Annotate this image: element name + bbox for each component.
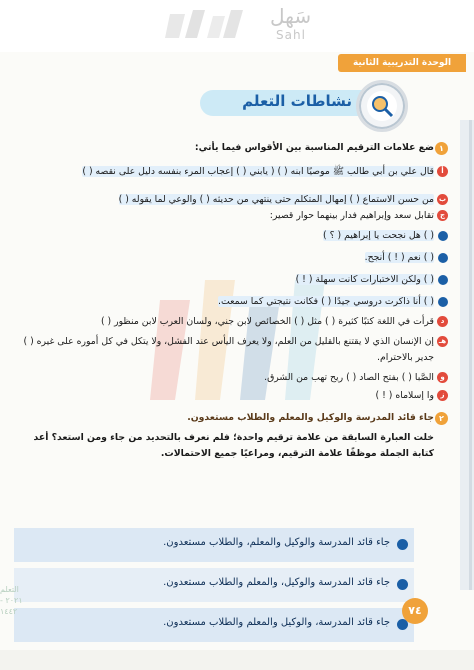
item-text: وا إسلاماه ( ! )	[375, 390, 434, 401]
q2-instruction	[14, 430, 448, 462]
dialogue-bullet-icon	[438, 297, 448, 307]
item-text: من حسن الاستماع ( ) إمهال المتكلم حتى ينتهي من حديثه ( ) والوعي لما يقوله ( )	[118, 194, 434, 205]
item-marker: ز	[437, 390, 448, 401]
answer-row	[14, 568, 414, 602]
q1-item-f	[14, 370, 448, 386]
q1-item-e	[14, 334, 448, 366]
dialogue-bullet-icon	[438, 275, 448, 285]
side-tag: التعلم ٢٠٢١ - ١٤٤٢	[0, 585, 23, 616]
item-text: إن الإنسان الذي لا يقتنع بالقليل من العلم، ولا يعرف اليأس عند الفشل، ولا يتكل في كل أموره على غيره ( ) جدير بالاحترام.	[23, 336, 434, 363]
page-number: ٧٤	[402, 598, 428, 624]
unit-tab: الوحدة التدريبية الثانية	[338, 54, 466, 72]
footer	[0, 650, 474, 670]
answer-bullet-icon	[397, 579, 408, 590]
q1-item-d	[14, 314, 448, 330]
badge-inner	[367, 91, 397, 121]
item-marker: و	[437, 372, 448, 383]
dialogue-bullet-icon	[438, 231, 448, 241]
item-marker: ب	[438, 195, 447, 203]
q1-item-a	[14, 164, 448, 180]
dialogue-text: ( ) ولكن الاختبارات كانت سهلة ( ! )	[295, 274, 434, 285]
answer-text: جاء قائد المدرسة، والوكيل والمعلم والطلاب مستعدون.	[163, 617, 390, 628]
dialogue-line	[14, 228, 448, 244]
answer-row	[14, 528, 414, 562]
content	[14, 130, 448, 462]
answer-area	[14, 528, 414, 646]
logo-english: Sahl	[276, 28, 306, 42]
item-marker: أ	[437, 166, 448, 177]
answer-text: جاء قائد المدرسة والوكيل، والمعلم والطلاب مستعدون.	[163, 577, 390, 588]
q2-sentence: جاء قائد المدرسة والوكيل والمعلم والطلاب مستعدون.	[187, 412, 434, 423]
magnifier-icon	[367, 91, 397, 121]
logo-arabic: سَهل	[270, 4, 312, 28]
q2-instruction-text: خلت العبارة السابقة من علامة ترقيم واحدة؛ فلم نعرف بالتحديد من جاء ومن استعد؟ أعد كتابة الجملة موظفًا علامة الترقيم، ومراعيًا جميع الاحتمالات.	[33, 432, 434, 459]
q1-item-c	[14, 208, 448, 224]
side-bar	[460, 120, 474, 590]
dialogue-text: ( ) أنا ذاكرت دروسي جيدًا ( ) فكانت نتيجتي كما سمعت.	[218, 296, 434, 307]
section-title: نشاطات التعلم	[242, 92, 352, 110]
magnifier-badge-icon	[356, 80, 408, 132]
q1-number: ١	[435, 142, 448, 155]
item-text: قال علي بن أبي طالب ﷺ موصيًا ابنه ( ) ( يابني ( ) إعجاب المرء بنفسه دليل على نقصه ( )	[82, 166, 434, 177]
q2-header	[14, 410, 448, 426]
q1-item-g	[14, 388, 448, 404]
dialogue-text: ( ) هل نجحت يا إبراهيم ( ؟ )	[323, 230, 434, 241]
item-marker: د	[437, 316, 448, 327]
answer-bullet-icon	[397, 539, 408, 550]
dialogue-line	[14, 294, 448, 310]
q2-number: ٢	[435, 412, 448, 425]
q1-item-b	[14, 192, 448, 208]
q1-header	[14, 140, 448, 156]
dialogue-line	[14, 272, 448, 288]
item-text: قرأت في اللغة كتبًا كثيرة ( ) مثل ( ) الخصائص لابن جني، ولسان العرب لابن منظور ( )	[100, 316, 434, 327]
dialogue-bullet-icon	[438, 253, 448, 263]
item-text: تقابل سعد وإبراهيم فدار بينهما حوار قصير:	[269, 210, 434, 221]
item-marker: ج	[437, 210, 448, 221]
item-text: الصَّبا ( ) بفتح الصاد ( ) ريح تهب من الشرق.	[264, 372, 434, 383]
q1-instruction: ضع علامات الترقيم المناسبة بين الأقواس فيما يأتي:	[194, 142, 434, 153]
answer-row	[14, 608, 414, 642]
answer-text: جاء قائد المدرسة والوكيل والمعلم، والطلاب مستعدون.	[163, 537, 390, 548]
item-marker: هـ	[438, 337, 447, 345]
dialogue-text: ( ) نعم ( ! ) أنجح.	[364, 252, 434, 263]
dialogue-line	[14, 250, 448, 266]
